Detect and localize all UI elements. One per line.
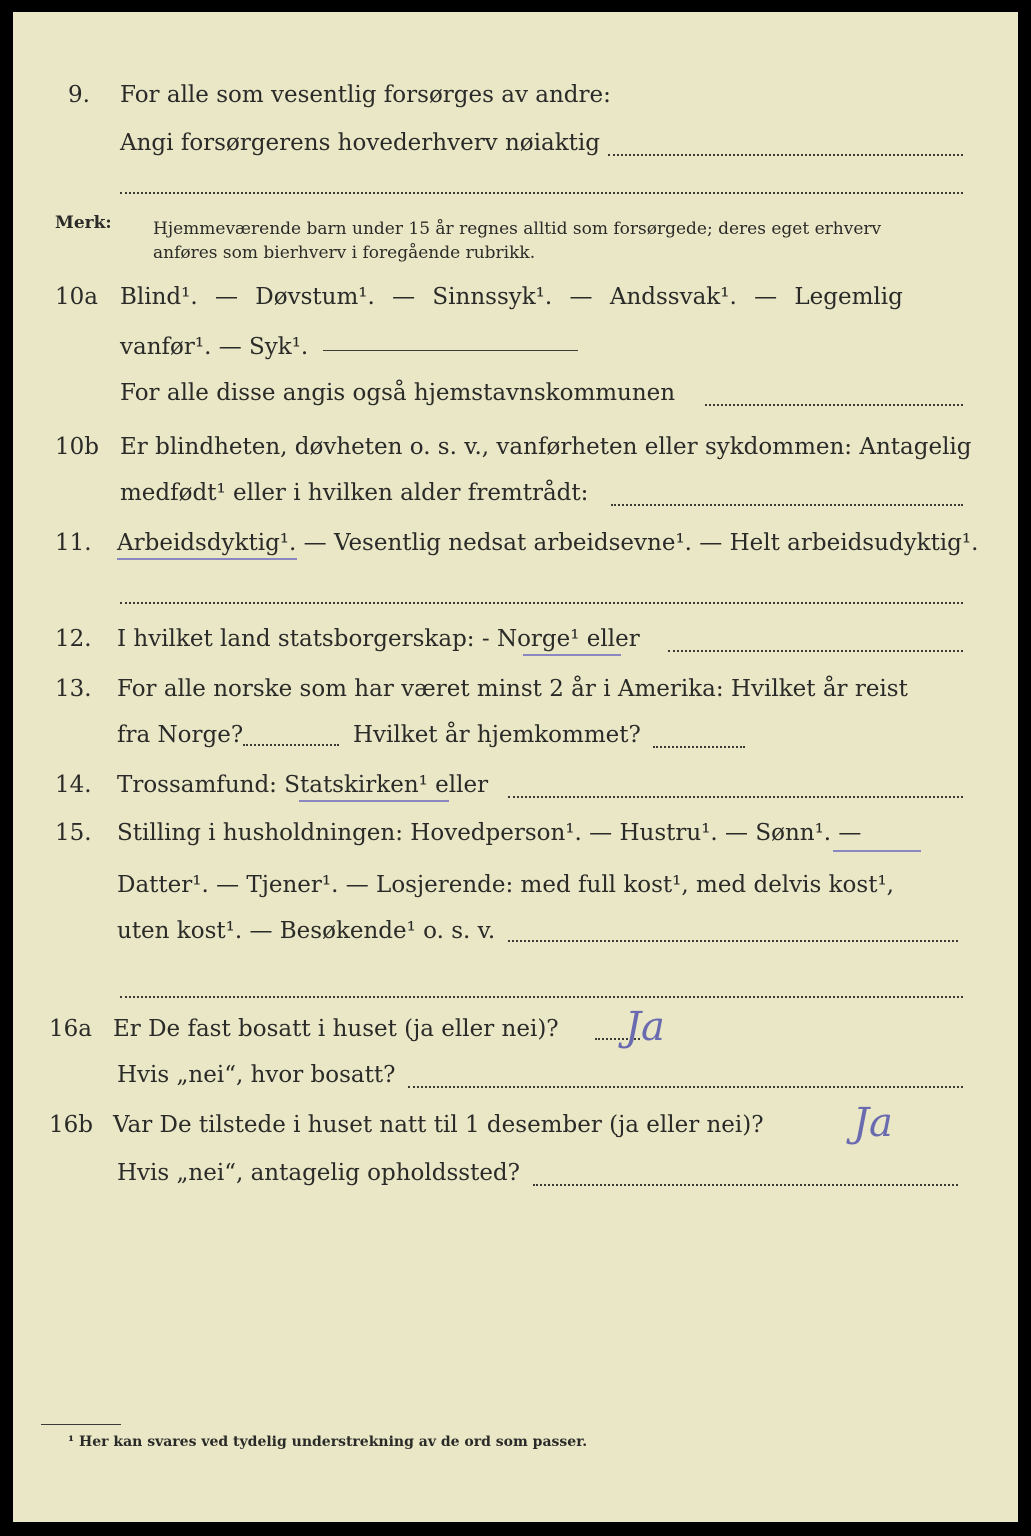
footnote: ¹ Her kan svares ved tydelig understrekning av de ord som passer. [68,1434,588,1450]
q9-line1: For alle som vesentlig forsørges av andre: [120,82,611,108]
q13-line2a: fra Norge? [117,722,244,748]
q11-line1: Arbeidsdyktig¹. — Vesentlig nedsat arbeidsevne¹. — Helt arbeidsudyktig¹. [117,530,979,556]
q10a-answer-line[interactable] [323,350,578,351]
q10b-line2: medfødt¹ eller i hvilken alder fremtrådt: [120,480,589,506]
q10b-answer-line[interactable] [611,504,963,506]
q13-hjemkommet-line[interactable] [653,746,745,748]
q10b-line1: Er blindheten, døvheten o. s. v., vanførheten eller sykdommen: Antagelig [120,434,972,460]
q9-number: 9. [68,82,90,108]
q10a-line3: For alle disse angis også hjemstavnskommunen [120,380,676,406]
q16a-bosatt-line[interactable] [408,1086,963,1088]
q12-number: 12. [55,626,92,652]
q16b-answer-line[interactable] [533,1184,958,1186]
q14-underline-mark [299,800,449,802]
q9-extra-line[interactable] [120,192,963,194]
q16b-handwritten-answer: Ja [853,1100,893,1146]
q16b-line2: Hvis „nei“, antagelig opholdssted? [117,1160,520,1186]
q12-underline-mark [523,654,621,656]
q14-line1: Trossamfund: Statskirken¹ eller [117,772,489,798]
merk-line1: Hjemmeværende barn under 15 år regnes alltid som forsørgede; deres eget erhverv [153,219,882,239]
q9-line2: Angi forsørgerens hovederhverv nøiaktig [120,130,600,156]
q13-reist-line[interactable] [243,744,339,746]
q16a-line1: Er De fast bosatt i huset (ja eller nei)? [113,1016,559,1042]
q15-line1: Stilling i husholdningen: Hovedperson¹. — Hustru¹. — Sønn¹. — [117,820,862,846]
census-form-page [13,12,1018,1522]
q16b-line1: Var De tilstede i huset natt til 1 desember (ja eller nei)? [113,1112,764,1138]
q15-underline-mark [833,850,921,852]
q16a-handwritten-answer: Ja [625,1004,665,1050]
q10a-line1: Blind¹. — Døvstum¹. — Sinnssyk¹. — Andssvak¹. — Legemlig [120,284,903,310]
q15-number: 15. [55,820,92,846]
q15-extra-line[interactable] [120,996,963,998]
q9-answer-line[interactable] [608,154,963,156]
q15-line2: Datter¹. — Tjener¹. — Losjerende: med full kost¹, med delvis kost¹, [117,872,894,898]
q13-line2b: Hvilket år hjemkommet? [353,722,641,748]
q12-answer-line[interactable] [668,650,963,652]
merk-line2: anføres som bierhverv i foregående rubrikk. [153,243,536,263]
q11-extra-line[interactable] [120,602,963,604]
q12-line1: I hvilket land statsborgerskap: - Norge¹ eller [117,626,640,652]
footnote-divider [41,1424,121,1425]
q10b-number: 10b [55,434,99,460]
q16a-number: 16a [49,1016,92,1042]
q15-answer-line[interactable] [508,940,958,942]
q15-line3: uten kost¹. — Besøkende¹ o. s. v. [117,918,496,944]
q16b-number: 16b [49,1112,93,1138]
q11-number: 11. [55,530,92,556]
q10a-number: 10a [55,284,98,310]
q13-number: 13. [55,676,92,702]
q10a-hjemstavn-line[interactable] [705,404,963,406]
q16a-line2: Hvis „nei“, hvor bosatt? [117,1062,396,1088]
merk-label: Merk: [55,213,112,233]
q10a-line2: vanfør¹. — Syk¹. [120,334,309,360]
q11-underline-mark [117,558,297,560]
q14-number: 14. [55,772,92,798]
q13-line1: For alle norske som har været minst 2 år i Amerika: Hvilket år reist [117,676,908,702]
q14-answer-line[interactable] [508,796,963,798]
